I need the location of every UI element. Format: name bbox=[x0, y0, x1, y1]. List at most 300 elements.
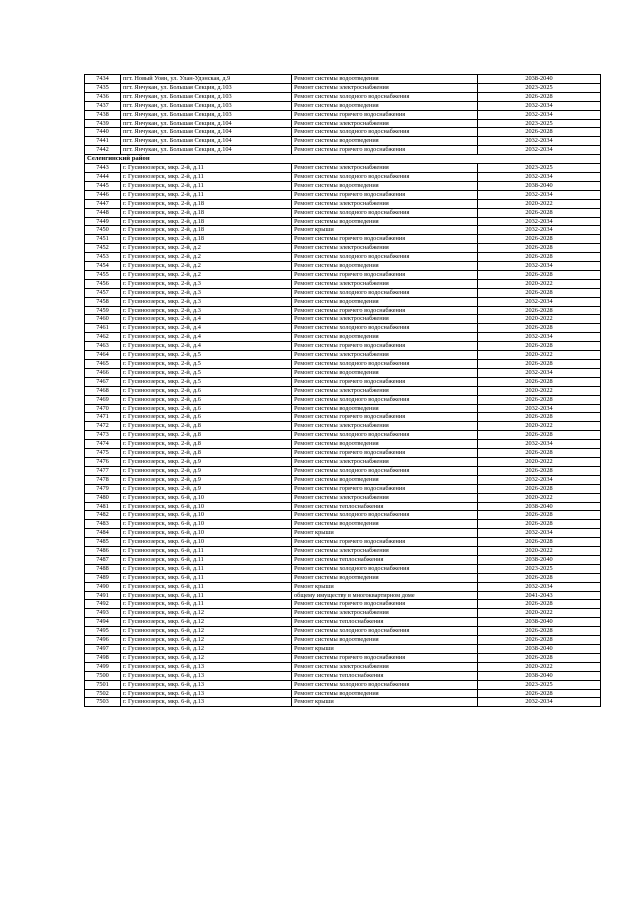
period-cell: 2032-2034 bbox=[478, 529, 601, 538]
table-row bbox=[85, 466, 601, 475]
row-number-cell: 7494 bbox=[85, 618, 121, 627]
address-cell: г. Гусиноозерск, мкр. 2-й, д.4 bbox=[121, 333, 292, 342]
period-cell: 2026-2028 bbox=[478, 253, 601, 262]
address-cell: г. Гусиноозерск, мкр. 2-й, д.9 bbox=[121, 475, 292, 484]
work-type-cell: Ремонт системы электроснабжения bbox=[292, 119, 478, 128]
table-row bbox=[85, 137, 601, 146]
table-row bbox=[85, 520, 601, 529]
work-type-cell: Ремонт системы горячего водоснабжения bbox=[292, 413, 478, 422]
row-number-cell: 7457 bbox=[85, 288, 121, 297]
period-cell: 2038-2040 bbox=[478, 671, 601, 680]
table-row bbox=[85, 600, 601, 609]
table-row bbox=[85, 110, 601, 119]
work-type-cell: Ремонт системы горячего водоснабжения bbox=[292, 270, 478, 279]
row-number-cell: 7445 bbox=[85, 181, 121, 190]
work-type-cell: Ремонт системы электроснабжения bbox=[292, 199, 478, 208]
period-cell: 2020-2022 bbox=[478, 457, 601, 466]
period-cell: 2032-2034 bbox=[478, 101, 601, 110]
period-cell: 2020-2022 bbox=[478, 547, 601, 556]
table-row bbox=[85, 689, 601, 698]
table-row bbox=[85, 244, 601, 253]
work-type-cell: Ремонт системы горячего водоснабжения bbox=[292, 653, 478, 662]
address-cell: г. Гусиноозерск, мкр. 2-й, д.18 bbox=[121, 199, 292, 208]
period-cell: 2023-2025 bbox=[478, 164, 601, 173]
address-cell: г. Гусиноозерск, мкр. 2-й, д.3 bbox=[121, 288, 292, 297]
period-cell: 2026-2028 bbox=[478, 306, 601, 315]
period-cell: 2032-2034 bbox=[478, 297, 601, 306]
work-type-cell: Ремонт системы водоотведения bbox=[292, 101, 478, 110]
address-cell: г. Гусиноозерск, мкр. 6-й, д.12 bbox=[121, 627, 292, 636]
address-cell: г. Гусиноозерск, мкр. 2-й, д.6 bbox=[121, 413, 292, 422]
period-cell: 2032-2034 bbox=[478, 172, 601, 181]
table-row bbox=[85, 351, 601, 360]
period-cell: 2023-2025 bbox=[478, 83, 601, 92]
address-cell: г. Гусиноозерск, мкр. 2-й, д.6 bbox=[121, 386, 292, 395]
period-cell: 2026-2028 bbox=[478, 208, 601, 217]
work-type-cell: Ремонт системы теплоснабжения bbox=[292, 618, 478, 627]
work-type-cell: общему имуществу в многоквартирном доме bbox=[292, 591, 478, 600]
period-cell: 2026-2028 bbox=[478, 573, 601, 582]
row-number-cell: 7487 bbox=[85, 555, 121, 564]
work-type-cell: Ремонт системы водоотведения bbox=[292, 368, 478, 377]
table-row bbox=[85, 386, 601, 395]
address-cell: г. Гусиноозерск, мкр. 2-й, д.18 bbox=[121, 208, 292, 217]
address-cell: г. Гусиноозерск, мкр. 2-й, д.11 bbox=[121, 181, 292, 190]
period-cell: 2041-2043 bbox=[478, 591, 601, 600]
row-number-cell: 7464 bbox=[85, 351, 121, 360]
period-cell: 2032-2034 bbox=[478, 110, 601, 119]
work-type-cell: Ремонт системы электроснабжения bbox=[292, 279, 478, 288]
period-cell: 2026-2028 bbox=[478, 449, 601, 458]
period-cell: 2038-2040 bbox=[478, 181, 601, 190]
work-type-cell: Ремонт системы горячего водоснабжения bbox=[292, 377, 478, 386]
table-row bbox=[85, 502, 601, 511]
period-cell: 2032-2034 bbox=[478, 582, 601, 591]
table-row bbox=[85, 529, 601, 538]
table-row bbox=[85, 333, 601, 342]
work-type-cell: Ремонт системы горячего водоснабжения bbox=[292, 600, 478, 609]
table-row bbox=[85, 413, 601, 422]
table-row bbox=[85, 190, 601, 199]
address-cell: г. Гусиноозерск, мкр. 6-й, д.12 bbox=[121, 653, 292, 662]
table-row bbox=[85, 582, 601, 591]
address-cell: г. Гусиноозерск, мкр. 6-й, д.13 bbox=[121, 698, 292, 707]
work-type-cell: Ремонт системы электроснабжения bbox=[292, 493, 478, 502]
row-number-cell: 7437 bbox=[85, 101, 121, 110]
table-row bbox=[85, 645, 601, 654]
period-cell: 2032-2034 bbox=[478, 333, 601, 342]
address-cell: пгт. Янчукан, ул. Большая Секция, д.104 bbox=[121, 137, 292, 146]
work-type-cell: Ремонт системы водоотведения bbox=[292, 440, 478, 449]
table-row bbox=[85, 368, 601, 377]
work-type-cell: Ремонт системы теплоснабжения bbox=[292, 671, 478, 680]
row-number-cell: 7463 bbox=[85, 342, 121, 351]
row-number-cell: 7502 bbox=[85, 689, 121, 698]
work-type-cell: Ремонт крыши bbox=[292, 645, 478, 654]
table-row bbox=[85, 253, 601, 262]
address-cell: г. Гусиноозерск, мкр. 2-й, д.9 bbox=[121, 484, 292, 493]
period-cell: 2026-2028 bbox=[478, 431, 601, 440]
table-row bbox=[85, 698, 601, 707]
table-row bbox=[85, 172, 601, 181]
table-row bbox=[85, 217, 601, 226]
period-cell: 2026-2028 bbox=[478, 511, 601, 520]
work-type-cell: Ремонт системы водоотведения bbox=[292, 333, 478, 342]
period-cell: 2032-2034 bbox=[478, 137, 601, 146]
work-type-cell: Ремонт системы холодного водоснабжения bbox=[292, 627, 478, 636]
table-row bbox=[85, 609, 601, 618]
work-type-cell: Ремонт системы холодного водоснабжения bbox=[292, 288, 478, 297]
address-cell: г. Гусиноозерск, мкр. 2-й, д.3 bbox=[121, 306, 292, 315]
row-number-cell: 7458 bbox=[85, 297, 121, 306]
address-cell: г. Гусиноозерск, мкр. 6-й, д.10 bbox=[121, 520, 292, 529]
address-cell: г. Гусиноозерск, мкр. 6-й, д.11 bbox=[121, 591, 292, 600]
period-cell: 2026-2028 bbox=[478, 288, 601, 297]
period-cell: 2026-2028 bbox=[478, 270, 601, 279]
address-cell: г. Гусиноозерск, мкр. 2-й, д.11 bbox=[121, 164, 292, 173]
address-cell: г. Гусиноозерск, мкр. 6-й, д.11 bbox=[121, 582, 292, 591]
row-number-cell: 7455 bbox=[85, 270, 121, 279]
work-type-cell: Ремонт крыши bbox=[292, 698, 478, 707]
period-cell: 2026-2028 bbox=[478, 484, 601, 493]
work-type-cell: Ремонт системы водоотведения bbox=[292, 297, 478, 306]
row-number-cell: 7477 bbox=[85, 466, 121, 475]
table-row bbox=[85, 484, 601, 493]
row-number-cell: 7462 bbox=[85, 333, 121, 342]
period-cell: 2038-2040 bbox=[478, 555, 601, 564]
row-number-cell: 7454 bbox=[85, 262, 121, 271]
period-cell: 2032-2034 bbox=[478, 698, 601, 707]
work-type-cell: Ремонт системы горячего водоснабжения bbox=[292, 235, 478, 244]
address-cell: г. Гусиноозерск, мкр. 2-й, д.8 bbox=[121, 431, 292, 440]
period-cell: 2020-2022 bbox=[478, 609, 601, 618]
row-number-cell: 7489 bbox=[85, 573, 121, 582]
period-cell: 2020-2022 bbox=[478, 386, 601, 395]
period-cell: 2023-2025 bbox=[478, 564, 601, 573]
address-cell: г. Гусиноозерск, мкр. 6-й, д.11 bbox=[121, 564, 292, 573]
work-type-cell: Ремонт системы водоотведения bbox=[292, 137, 478, 146]
address-cell: г. Гусиноозерск, мкр. 6-й, д.11 bbox=[121, 573, 292, 582]
work-type-cell: Ремонт системы холодного водоснабжения bbox=[292, 253, 478, 262]
table-row bbox=[85, 555, 601, 564]
address-cell: г. Гусиноозерск, мкр. 2-й, д.9 bbox=[121, 457, 292, 466]
row-number-cell: 7448 bbox=[85, 208, 121, 217]
table-row bbox=[85, 262, 601, 271]
row-number-cell: 7491 bbox=[85, 591, 121, 600]
work-type-cell: Ремонт системы электроснабжения bbox=[292, 244, 478, 253]
work-type-cell: Ремонт системы водоотведения bbox=[292, 262, 478, 271]
row-number-cell: 7488 bbox=[85, 564, 121, 573]
row-number-cell: 7446 bbox=[85, 190, 121, 199]
work-type-cell: Ремонт системы горячего водоснабжения bbox=[292, 449, 478, 458]
work-type-cell: Ремонт системы теплоснабжения bbox=[292, 555, 478, 564]
period-cell: 2026-2028 bbox=[478, 413, 601, 422]
work-type-cell: Ремонт системы горячего водоснабжения bbox=[292, 110, 478, 119]
address-cell: г. Гусиноозерск, мкр. 2-й, д.5 bbox=[121, 360, 292, 369]
table-row bbox=[85, 377, 601, 386]
address-cell: пгт. Янчукан, ул. Большая Секция, д.104 bbox=[121, 119, 292, 128]
period-cell: 2026-2028 bbox=[478, 653, 601, 662]
period-cell: 2020-2022 bbox=[478, 279, 601, 288]
table-row bbox=[85, 457, 601, 466]
period-cell: 2020-2022 bbox=[478, 493, 601, 502]
table-row bbox=[85, 279, 601, 288]
work-type-cell: Ремонт системы холодного водоснабжения bbox=[292, 360, 478, 369]
table-row bbox=[85, 475, 601, 484]
table-row bbox=[85, 164, 601, 173]
row-number-cell: 7479 bbox=[85, 484, 121, 493]
row-number-cell: 7478 bbox=[85, 475, 121, 484]
work-type-cell: Ремонт системы горячего водоснабжения bbox=[292, 538, 478, 547]
table-row bbox=[85, 146, 601, 155]
row-number-cell: 7495 bbox=[85, 627, 121, 636]
table-row bbox=[85, 75, 601, 84]
row-number-cell: 7469 bbox=[85, 395, 121, 404]
row-number-cell: 7436 bbox=[85, 92, 121, 101]
period-cell: 2026-2028 bbox=[478, 244, 601, 253]
table-row bbox=[85, 662, 601, 671]
work-type-cell: Ремонт системы водоотведения bbox=[292, 217, 478, 226]
address-cell: г. Гусиноозерск, мкр. 2-й, д.6 bbox=[121, 395, 292, 404]
work-type-cell: Ремонт системы водоотведения bbox=[292, 404, 478, 413]
period-cell: 2020-2022 bbox=[478, 422, 601, 431]
row-number-cell: 7442 bbox=[85, 146, 121, 155]
row-number-cell: 7472 bbox=[85, 422, 121, 431]
address-cell: г. Гусиноозерск, мкр. 6-й, д.12 bbox=[121, 645, 292, 654]
row-number-cell: 7452 bbox=[85, 244, 121, 253]
table-row bbox=[85, 449, 601, 458]
work-type-cell: Ремонт системы холодного водоснабжения bbox=[292, 128, 478, 137]
work-type-cell: Ремонт системы электроснабжения bbox=[292, 609, 478, 618]
table-row bbox=[85, 297, 601, 306]
row-number-cell: 7498 bbox=[85, 653, 121, 662]
address-cell: г. Гусиноозерск, мкр. 6-й, д.11 bbox=[121, 547, 292, 556]
row-number-cell: 7499 bbox=[85, 662, 121, 671]
address-cell: г. Гусиноозерск, мкр. 6-й, д.11 bbox=[121, 555, 292, 564]
row-number-cell: 7435 bbox=[85, 83, 121, 92]
period-cell: 2020-2022 bbox=[478, 315, 601, 324]
address-cell: г. Гусиноозерск, мкр. 2-й, д.2 bbox=[121, 253, 292, 262]
work-type-cell: Ремонт системы водоотведения bbox=[292, 475, 478, 484]
table-row bbox=[85, 431, 601, 440]
row-number-cell: 7467 bbox=[85, 377, 121, 386]
address-cell: г. Гусиноозерск, мкр. 6-й, д.13 bbox=[121, 689, 292, 698]
period-cell: 2032-2034 bbox=[478, 475, 601, 484]
table-row bbox=[85, 573, 601, 582]
work-type-cell: Ремонт системы холодного водоснабжения bbox=[292, 431, 478, 440]
address-cell: г. Гусиноозерск, мкр. 6-й, д.12 bbox=[121, 636, 292, 645]
address-cell: г. Гусиноозерск, мкр. 6-й, д.12 bbox=[121, 618, 292, 627]
row-number-cell: 7501 bbox=[85, 680, 121, 689]
table-row bbox=[85, 680, 601, 689]
period-cell: 2023-2025 bbox=[478, 119, 601, 128]
row-number-cell: 7441 bbox=[85, 137, 121, 146]
row-number-cell: 7461 bbox=[85, 324, 121, 333]
period-cell: 2032-2034 bbox=[478, 262, 601, 271]
table-row bbox=[85, 199, 601, 208]
work-type-cell: Ремонт системы водоотведения bbox=[292, 573, 478, 582]
table-row bbox=[85, 636, 601, 645]
address-cell: г. Гусиноозерск, мкр. 2-й, д.3 bbox=[121, 279, 292, 288]
row-number-cell: 7466 bbox=[85, 368, 121, 377]
table-row bbox=[85, 395, 601, 404]
address-cell: г. Гусиноозерск, мкр. 6-й, д.10 bbox=[121, 493, 292, 502]
table-row bbox=[85, 83, 601, 92]
work-type-cell: Ремонт системы холодного водоснабжения bbox=[292, 172, 478, 181]
period-cell: 2026-2028 bbox=[478, 466, 601, 475]
table-row bbox=[85, 653, 601, 662]
row-number-cell: 7497 bbox=[85, 645, 121, 654]
address-cell: г. Гусиноозерск, мкр. 6-й, д.10 bbox=[121, 502, 292, 511]
row-number-cell: 7470 bbox=[85, 404, 121, 413]
table-row bbox=[85, 511, 601, 520]
period-cell: 2026-2028 bbox=[478, 360, 601, 369]
period-cell: 2026-2028 bbox=[478, 600, 601, 609]
period-cell: 2020-2022 bbox=[478, 662, 601, 671]
table-row bbox=[85, 101, 601, 110]
period-cell: 2026-2028 bbox=[478, 377, 601, 386]
row-number-cell: 7484 bbox=[85, 529, 121, 538]
table-row bbox=[85, 92, 601, 101]
table-row bbox=[85, 270, 601, 279]
period-cell: 2032-2034 bbox=[478, 226, 601, 235]
address-cell: г. Гусиноозерск, мкр. 2-й, д.4 bbox=[121, 342, 292, 351]
table-row bbox=[85, 564, 601, 573]
work-type-cell: Ремонт крыши bbox=[292, 529, 478, 538]
table-row bbox=[85, 360, 601, 369]
period-cell: 2026-2028 bbox=[478, 395, 601, 404]
work-type-cell: Ремонт системы водоотведения bbox=[292, 689, 478, 698]
table-row bbox=[85, 226, 601, 235]
row-number-cell: 7496 bbox=[85, 636, 121, 645]
address-cell: г. Гусиноозерск, мкр. 2-й, д.8 bbox=[121, 440, 292, 449]
work-type-cell: Ремонт системы холодного водоснабжения bbox=[292, 680, 478, 689]
period-cell: 2026-2028 bbox=[478, 128, 601, 137]
row-number-cell: 7440 bbox=[85, 128, 121, 137]
row-number-cell: 7493 bbox=[85, 609, 121, 618]
address-cell: г. Гусиноозерск, мкр. 2-й, д.5 bbox=[121, 368, 292, 377]
district-heading: Селенгинский район bbox=[85, 155, 601, 164]
row-number-cell: 7490 bbox=[85, 582, 121, 591]
address-cell: пгт. Янчукан, ул. Большая Секция, д.103 bbox=[121, 92, 292, 101]
address-cell: г. Гусиноозерск, мкр. 2-й, д.2 bbox=[121, 262, 292, 271]
work-type-cell: Ремонт системы электроснабжения bbox=[292, 662, 478, 671]
row-number-cell: 7453 bbox=[85, 253, 121, 262]
table-row bbox=[85, 404, 601, 413]
period-cell: 2020-2022 bbox=[478, 199, 601, 208]
period-cell: 2026-2028 bbox=[478, 627, 601, 636]
period-cell: 2023-2025 bbox=[478, 680, 601, 689]
address-cell: г. Гусиноозерск, мкр. 2-й, д.18 bbox=[121, 217, 292, 226]
row-number-cell: 7471 bbox=[85, 413, 121, 422]
address-cell: г. Гусиноозерск, мкр. 2-й, д.18 bbox=[121, 226, 292, 235]
work-type-cell: Ремонт системы водоотведения bbox=[292, 75, 478, 84]
row-number-cell: 7447 bbox=[85, 199, 121, 208]
row-number-cell: 7476 bbox=[85, 457, 121, 466]
address-cell: г. Гусиноозерск, мкр. 6-й, д.13 bbox=[121, 671, 292, 680]
table-row bbox=[85, 538, 601, 547]
address-cell: пгт. Янчукан, ул. Большая Секция, д.103 bbox=[121, 101, 292, 110]
address-cell: г. Гусиноозерск, мкр. 2-й, д.9 bbox=[121, 466, 292, 475]
address-cell: г. Гусиноозерск, мкр. 6-й, д.11 bbox=[121, 600, 292, 609]
table-row bbox=[85, 627, 601, 636]
work-type-cell: Ремонт системы электроснабжения bbox=[292, 351, 478, 360]
address-cell: пгт. Янчукан, ул. Большая Секция, д.104 bbox=[121, 128, 292, 137]
period-cell: 2032-2034 bbox=[478, 146, 601, 155]
row-number-cell: 7473 bbox=[85, 431, 121, 440]
work-type-cell: Ремонт системы горячего водоснабжения bbox=[292, 146, 478, 155]
address-cell: г. Гусиноозерск, мкр. 6-й, д.10 bbox=[121, 511, 292, 520]
address-cell: г. Гусиноозерск, мкр. 2-й, д.5 bbox=[121, 377, 292, 386]
period-cell: 2026-2028 bbox=[478, 235, 601, 244]
period-cell: 2038-2040 bbox=[478, 75, 601, 84]
address-cell: г. Гусиноозерск, мкр. 2-й, д.5 bbox=[121, 351, 292, 360]
work-type-cell: Ремонт системы электроснабжения bbox=[292, 164, 478, 173]
table-row bbox=[85, 618, 601, 627]
table-row bbox=[85, 208, 601, 217]
row-number-cell: 7468 bbox=[85, 386, 121, 395]
work-type-cell: Ремонт системы водоотведения bbox=[292, 636, 478, 645]
address-cell: г. Гусиноозерск, мкр. 2-й, д.6 bbox=[121, 404, 292, 413]
work-type-cell: Ремонт системы электроснабжения bbox=[292, 83, 478, 92]
table-row bbox=[85, 440, 601, 449]
work-type-cell: Ремонт системы электроснабжения bbox=[292, 547, 478, 556]
period-cell: 2032-2034 bbox=[478, 440, 601, 449]
row-number-cell: 7444 bbox=[85, 172, 121, 181]
row-number-cell: 7483 bbox=[85, 520, 121, 529]
address-cell: г. Гусиноозерск, мкр. 6-й, д.12 bbox=[121, 609, 292, 618]
work-type-cell: Ремонт системы холодного водоснабжения bbox=[292, 466, 478, 475]
address-cell: г. Гусиноозерск, мкр. 2-й, д.8 bbox=[121, 449, 292, 458]
table-row bbox=[85, 235, 601, 244]
table-row bbox=[85, 288, 601, 297]
work-type-cell: Ремонт системы холодного водоснабжения bbox=[292, 208, 478, 217]
district-section bbox=[85, 155, 601, 164]
period-cell: 2026-2028 bbox=[478, 342, 601, 351]
address-cell: г. Гусиноозерск, мкр. 2-й, д.2 bbox=[121, 244, 292, 253]
row-number-cell: 7451 bbox=[85, 235, 121, 244]
row-number-cell: 7474 bbox=[85, 440, 121, 449]
address-cell: г. Гусиноозерск, мкр. 2-й, д.8 bbox=[121, 422, 292, 431]
table-row bbox=[85, 128, 601, 137]
work-type-cell: Ремонт крыши bbox=[292, 582, 478, 591]
address-cell: пгт. Янчукан, ул. Большая Секция, д.103 bbox=[121, 83, 292, 92]
address-cell: г. Гусиноозерск, мкр. 6-й, д.10 bbox=[121, 529, 292, 538]
row-number-cell: 7481 bbox=[85, 502, 121, 511]
address-cell: пгт. Новый Уоян, ул. Улан-Удэнская, д.9 bbox=[121, 75, 292, 84]
work-type-cell: Ремонт системы горячего водоснабжения bbox=[292, 306, 478, 315]
period-cell: 2032-2034 bbox=[478, 368, 601, 377]
table-body-bottom bbox=[85, 164, 601, 707]
address-cell: г. Гусиноозерск, мкр. 2-й, д.4 bbox=[121, 324, 292, 333]
address-cell: г. Гусиноозерск, мкр. 2-й, д.11 bbox=[121, 172, 292, 181]
row-number-cell: 7460 bbox=[85, 315, 121, 324]
row-number-cell: 7439 bbox=[85, 119, 121, 128]
period-cell: 2032-2034 bbox=[478, 404, 601, 413]
address-cell: г. Гусиноозерск, мкр. 2-й, д.18 bbox=[121, 235, 292, 244]
table-row bbox=[85, 547, 601, 556]
period-cell: 2026-2028 bbox=[478, 538, 601, 547]
work-type-cell: Ремонт системы горячего водоснабжения bbox=[292, 342, 478, 351]
work-type-cell: Ремонт системы электроснабжения bbox=[292, 315, 478, 324]
work-type-cell: Ремонт системы теплоснабжения bbox=[292, 502, 478, 511]
period-cell: 2038-2040 bbox=[478, 618, 601, 627]
row-number-cell: 7475 bbox=[85, 449, 121, 458]
address-cell: пгт. Янчукан, ул. Большая Секция, д.103 bbox=[121, 110, 292, 119]
repair-schedule-table bbox=[84, 74, 601, 707]
row-number-cell: 7443 bbox=[85, 164, 121, 173]
row-number-cell: 7500 bbox=[85, 671, 121, 680]
